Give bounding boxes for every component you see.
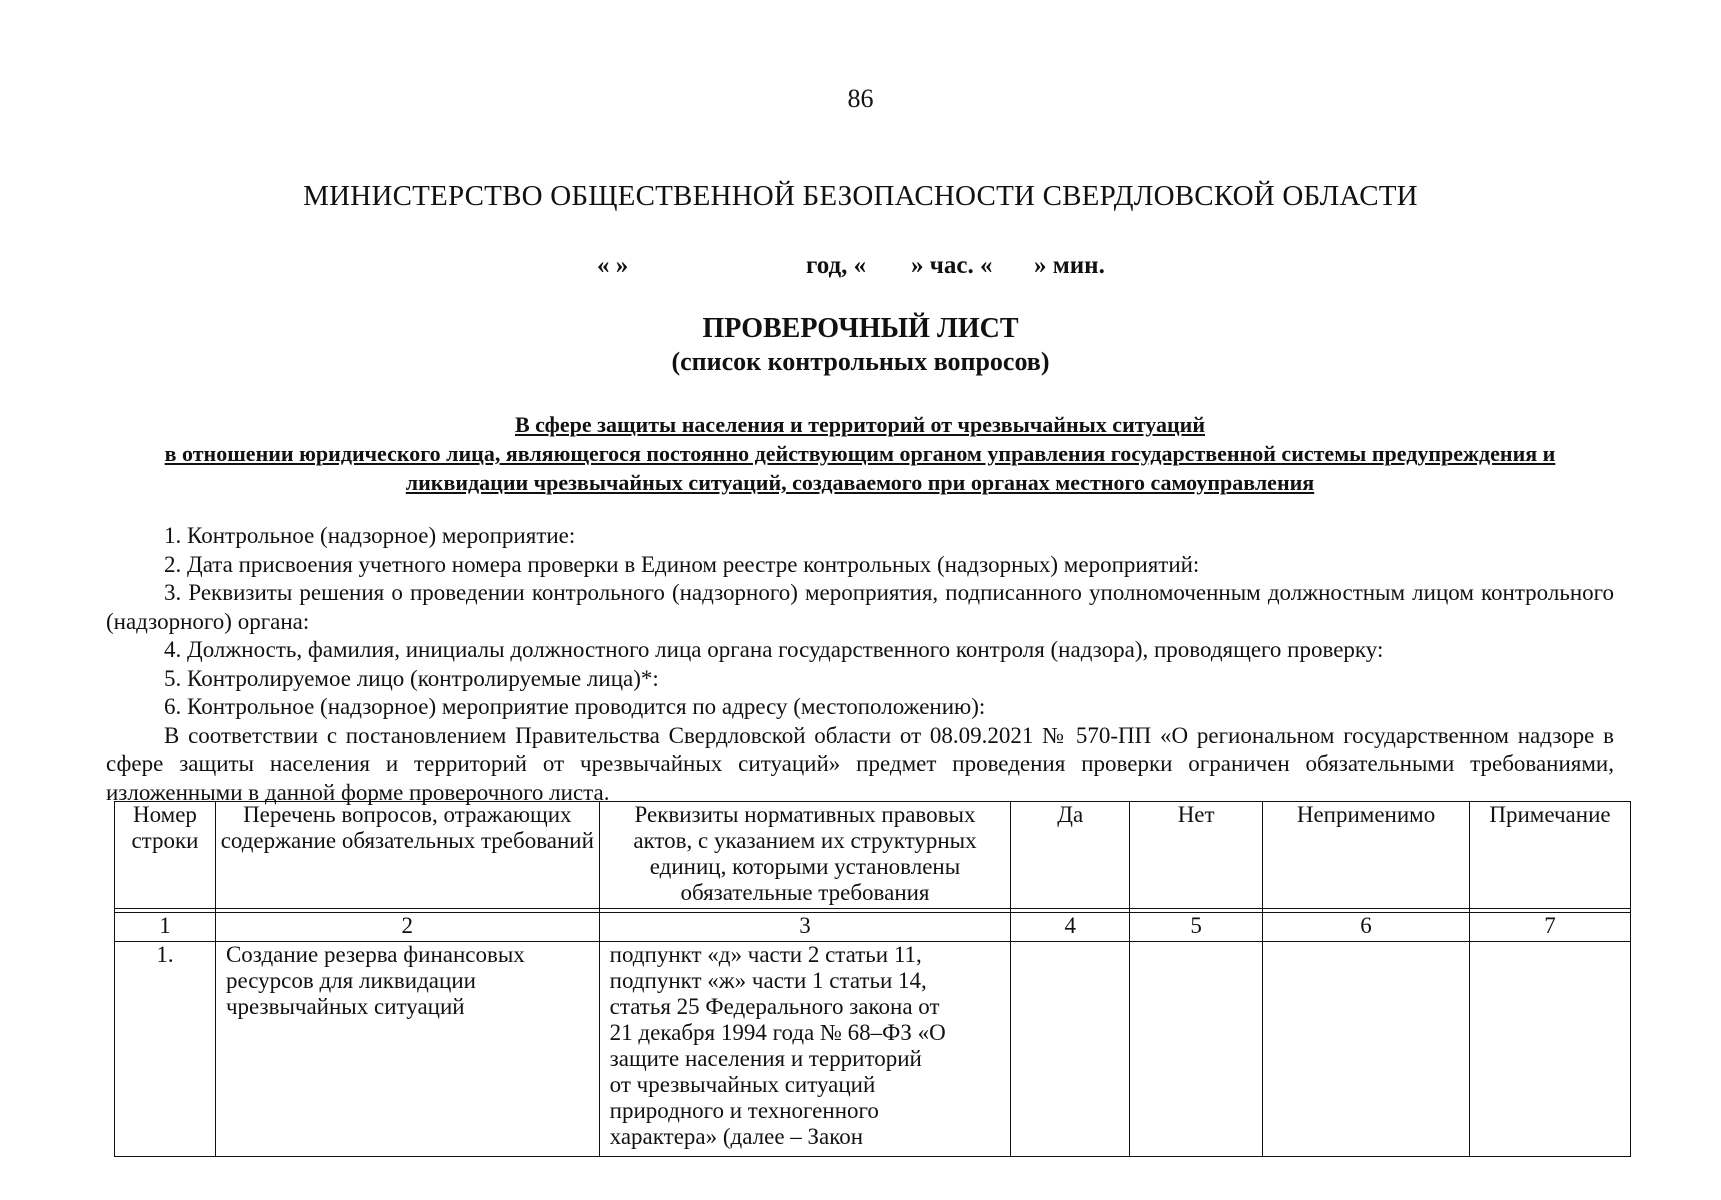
row-yes-cell[interactable] [1011, 942, 1130, 1157]
column-number-row [115, 913, 1631, 942]
info-item: 6. Контрольное (надзорное) мероприятие проводится по адресу (местоположению): [164, 694, 986, 719]
scope-line: в отношении юридического лица, являющегося постоянно действующим органом управления государственной системы предупреждения и [164, 441, 1556, 466]
row-requisites [599, 942, 1011, 1157]
scope-line: ликвидации чрезвычайных ситуаций, создаваемого при органах местного самоуправления [405, 470, 1315, 495]
row-note-cell[interactable] [1469, 942, 1630, 1157]
dateline [0, 252, 1721, 284]
info-item: 5. Контролируемое лицо (контролируемые лица)*: [164, 665, 659, 691]
column-number: 7 [1469, 913, 1630, 942]
scope-statement [110, 410, 1610, 497]
header-note: Примечание [1469, 802, 1630, 909]
info-item: 1. Контрольное (надзорное) мероприятие: [164, 523, 576, 548]
requisites-line: подпункт «д» части 2 статьи 11, [609, 942, 922, 967]
header-not-applicable: Неприменимо [1263, 802, 1470, 909]
row-number: 1. [115, 942, 216, 1157]
info-item: 4. Должность, фамилия, инициалы должностного лица органа государственного контроля (надзора), проводящего проверку: [164, 637, 1384, 662]
info-item: 3. Реквизиты решения о проведении контрольного (надзорного) мероприятия, подписанного уполномоченным должностным лицом контрольного (надзорного) органа: [106, 580, 1614, 634]
page-number: 86 [847, 84, 874, 113]
row-question: Создание резерва финансовых ресурсов для ликвидации чрезвычайных ситуаций [215, 942, 599, 1157]
header-no: Нет [1130, 802, 1263, 909]
column-number: 5 [1130, 913, 1263, 942]
row-not-applicable-cell[interactable] [1263, 942, 1470, 1157]
date-hour-label: » час. « [911, 252, 993, 279]
requisites-line: характера» (далее – Закон [609, 1124, 864, 1149]
row-no-cell[interactable] [1130, 942, 1263, 1157]
info-item: 2. Дата присвоения учетного номера проверки в Едином реестре контрольных (надзорных) мероприятий: [164, 551, 1200, 577]
document-title: ПРОВЕРОЧНЫЙ ЛИСТ [702, 313, 1019, 344]
column-number: 1 [115, 913, 216, 942]
requisites-line: 21 декабря 1994 года № 68–ФЗ «О [609, 1020, 946, 1045]
legal-basis-paragraph: В соответствии с постановлением Правительства Свердловской области от 08.09.2021 № 570-ПП «О региональном государственном надзоре в сфере защиты населения и территорий от чрезвычайных ситуаций» предмет проведения проверки ограничен обязательными требованиями, изложенными в данной форме проверочного листа. [106, 722, 1614, 805]
ministry-heading: МИНИСТЕРСТВО ОБЩЕСТВЕННОЙ БЕЗОПАСНОСТИ СВЕРДЛОВСКОЙ ОБЛАСТИ [303, 180, 1418, 212]
column-number: 4 [1011, 913, 1130, 942]
table-row [115, 942, 1631, 1157]
column-number: 2 [215, 913, 599, 942]
checklist-table [114, 801, 1631, 1157]
date-day-quotes: « » [597, 252, 629, 279]
info-items [106, 522, 1614, 807]
requisites-line: защите населения и территорий [609, 1046, 922, 1071]
column-number: 6 [1263, 913, 1470, 942]
requisites-line: статья 25 Федерального закона от [609, 994, 940, 1019]
column-number: 3 [599, 913, 1011, 942]
table-header-row [115, 802, 1631, 909]
requisites-line: подпункт «ж» части 1 статьи 14, [609, 968, 927, 993]
requisites-line: природного и техногенного [609, 1098, 879, 1123]
header-questions: Перечень вопросов, отражающих содержание обязательных требований [215, 802, 599, 909]
document-subtitle: (список контрольных вопросов) [671, 347, 1050, 376]
header-yes: Да [1011, 802, 1130, 909]
header-requisites: Реквизиты нормативных правовых актов, с указанием их структурных единиц, которыми установлены обязательные требования [599, 802, 1011, 909]
date-minute-label: » мин. [1034, 252, 1105, 279]
requisites-line: от чрезвычайных ситуаций [609, 1072, 876, 1097]
date-year-label: год, « [806, 252, 867, 279]
header-row-number: Номер строки [115, 802, 216, 909]
scope-line: В сфере защиты населения и территорий от чрезвычайных ситуаций [515, 412, 1205, 437]
